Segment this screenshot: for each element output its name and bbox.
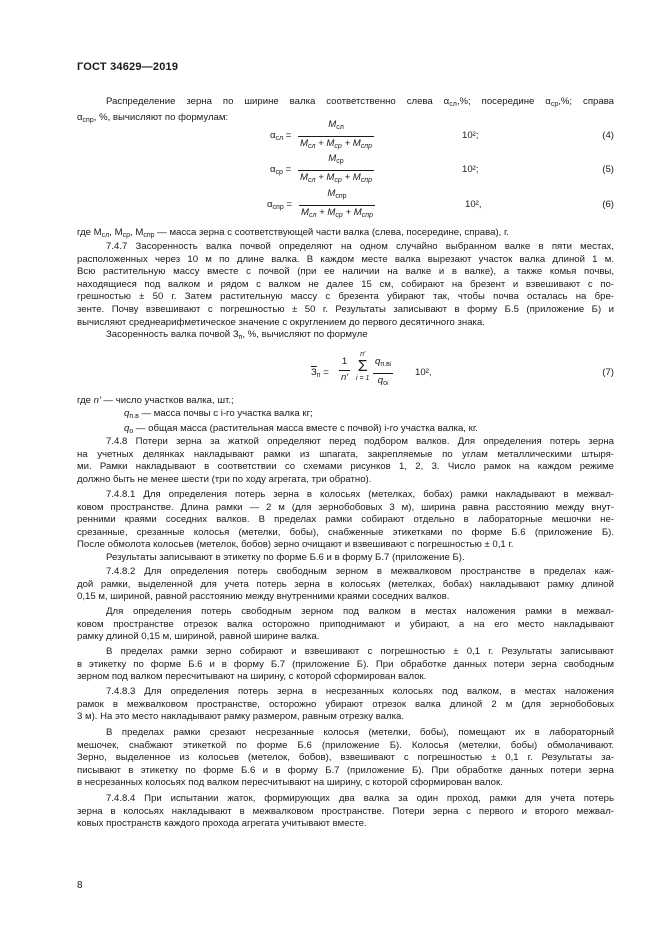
f5-num-m: M <box>328 153 337 164</box>
where2-text-2: — масса почвы с i-го участка валка кг; <box>138 407 313 419</box>
f5-den-sub-3: спр <box>360 176 372 184</box>
p748-line-4: должно быть не менее шести (три по ходу агрегата, три обратно). <box>77 473 372 485</box>
where-formula-7 <box>77 395 614 439</box>
p7482b-line-3: рамку длиной 0,15 м, шириной, равной ширине валка. <box>77 631 320 643</box>
f6-den-sub-1: сл <box>309 211 317 219</box>
f7-q-num-sym: q <box>375 356 381 367</box>
paragraph-7-4-8-4 <box>77 793 614 831</box>
f5-den-sub-1: сл <box>308 176 316 184</box>
document-header: ГОСТ 34629—2019 <box>77 61 179 73</box>
f7-sum-top: n′ <box>360 351 366 358</box>
p7483-line-3: 3 м). На это место накладывают рамку размером, равным отрезку валка. <box>77 711 404 723</box>
where2-text-3: — общая масса (растительная масса вместе с почвой) i-го участка валка, кг. <box>133 423 478 435</box>
p748-line-1: 7.4.8 Потери зерна за жаткой определяют перед подбором валков. Для определения потерь зерна <box>106 436 614 447</box>
formula-5-alpha: α <box>270 164 276 175</box>
where2-text-1: — число участков валка, шт.; <box>100 395 234 406</box>
formula-4-denominator: $M_{сл} + M_{ср} + M_{спр}$ <box>300 137 372 150</box>
paragraph-7-4-8 <box>77 436 614 486</box>
where1-s1: сл <box>101 232 110 239</box>
page-number: 8 <box>77 880 83 891</box>
f7-one-bar <box>339 370 350 371</box>
where2-pre: где <box>77 395 94 406</box>
f7-sum-bottom: i = 1 <box>356 375 370 382</box>
zas-line <box>77 329 614 345</box>
p7483b-line-1: В пределах рамки срезают несрезанные колосья (метелки, бобы), помещают их в лабораторный <box>106 727 614 738</box>
p747-line-6: зенте. Почву взвешивают с погрешностью ± 50 г. Результаты записывают в форму Б.5 (приложение Б) и <box>77 303 614 315</box>
where1-c: , M <box>130 227 144 238</box>
where2-sym-3: q <box>124 423 130 435</box>
f7-lhs-sub: п <box>316 372 321 379</box>
intro-sub-3: спр <box>82 116 94 124</box>
p7481-line-5: После обмолота колосьев (метелок, бобов) зерно очищают и взвешивают с погрешностью ± 0,1 г. <box>77 539 514 551</box>
formula-7-frac-q <box>373 356 393 390</box>
p747-line-3: Всю растительную массу вместе с почвой (при ее наличии на валке и в валке), а также комья почвы, <box>77 266 614 278</box>
p747-line-4: находящиеся под валком и рядом с валком не далее 15 см, собирают на брезент и взвешивают с по- <box>77 278 614 290</box>
p748-line-2: на учетных делянках накладывают рамки из шпагата, закрепляемые по углам металлическими штыря- <box>77 448 614 460</box>
p7482-line-1: 7.4.8.2 Для определения потерь свободным зерном в межвалковом пространстве в пределах каж- <box>106 566 614 577</box>
p7484-line-3: ковых пространств каждого прохода агрегата учитывают вместе. <box>77 818 367 830</box>
zas-sub: п <box>238 334 243 342</box>
formula-5 <box>77 153 614 187</box>
f7-eq: = <box>323 367 329 378</box>
formula-4-fraction <box>298 119 374 153</box>
where2-sym-2: q <box>124 407 130 419</box>
formula-7 <box>77 351 614 395</box>
formula-4-lhs: $\alpha_{сл}$ = <box>270 130 292 142</box>
f7-q-den-sub: о <box>383 379 388 387</box>
intro-line-1 <box>77 96 614 112</box>
formula-5-tail: 10²; <box>462 164 479 175</box>
formula-4-bar <box>298 136 374 137</box>
f5-den-sub-2: ср <box>334 176 342 184</box>
p7482c-line-3: зерном под валком пересчитывают на ширину, с которой сформирован валок. <box>77 671 427 683</box>
paragraph-7-4-8-2 <box>77 566 614 604</box>
f5-num-sub: ср <box>336 158 344 165</box>
intro-sub-2: ср <box>550 101 559 108</box>
formula-6-fraction <box>299 188 375 222</box>
formula-5-bar <box>298 170 374 171</box>
formula-7-number: (7) <box>602 367 614 378</box>
intro-text-d: , %, вычисляют по формулам: <box>93 111 229 123</box>
formula-4-lhs-sub: сл <box>275 135 284 142</box>
f7-q-num-sub: п.в <box>380 361 390 368</box>
formula-5-number: (5) <box>602 164 614 175</box>
formula-5-lhs: $\alpha_{ср}$ = <box>270 164 292 176</box>
p7483b-line-3: Зерно, выделенное из колосьев (метелок, бобов), взвешивают с погрешностью ± 0,1 г. Результаты за- <box>77 752 614 764</box>
where2-line-2 <box>77 408 614 424</box>
zas-b: , %, вычисляют по формуле <box>242 329 368 341</box>
p7481-line-4: срезанные, срезанные колосья (метелки, бобы), снабженные этикетками по форме Б.6 (приложение Б). <box>77 526 614 538</box>
formula-4-numerator <box>298 119 374 135</box>
p7482c-line-2: в этикетку по форме Б.6 и в форму Б.7 (приложение Б). При обработке данных потери зерна свободным <box>77 658 614 670</box>
intro-text-a: Распределение зерна по ширине валка соответственно слева α <box>106 96 450 107</box>
p7483b-line-5: в несрезанных колосьях под валком пересчитывают на ширину, с которой сформирован валок. <box>77 777 503 789</box>
f7-q-bar <box>373 373 393 374</box>
p7481-line-1: 7.4.8.1 Для определения потерь зерна в колосьях (метелках, бобах) рамки накладывают в межвал- <box>106 489 614 500</box>
zas-a: Засоренность валка почвой З <box>106 329 239 341</box>
where1-s2: ср <box>122 232 130 239</box>
f6-num-m: M <box>327 188 336 199</box>
formula-5-fraction <box>298 153 374 187</box>
f4-den-sub-2: ср <box>334 142 342 150</box>
formula-6 <box>77 188 614 222</box>
paragraph-7-4-8-3-b <box>77 727 614 790</box>
formula-6-lhs-sub: спр <box>272 204 284 211</box>
paragraph-7-4-8-1 <box>77 489 614 565</box>
formula-4-number: (4) <box>602 130 614 141</box>
formula-6-lhs: $\alpha_{спр}$ = <box>267 199 293 211</box>
p747-line-1: 7.4.7 Засоренность валка почвой определяют на одном случайно выбранном валке в пяти местах, <box>106 241 614 252</box>
p7484-line-2: зерна в колосьях накладывают в межвалковом пространстве. Потери зерна с первого и второго межвал- <box>77 805 614 817</box>
formula-6-tail: 10², <box>465 199 482 210</box>
formula-7-frac-one <box>339 356 350 384</box>
formula-4-alpha: α <box>270 130 276 141</box>
p7482b-line-2: ковом пространстве отрезок валка осторожно приподнимают и убирают, а на его место накладывают <box>77 618 614 630</box>
f4-num-m: M <box>328 119 337 130</box>
p747-line-7: вычисляют среднеарифметическое значение с округлением до первого десятичного знака. <box>77 316 485 328</box>
f4-num-sub: сл <box>336 124 344 131</box>
f7-sum-symbol: Σ <box>357 358 368 375</box>
p7482-line-2: дой рамки, выделенной для учета потерь зерна в колосьях (метелках, бобах) накладывают рамку длиной <box>77 578 614 590</box>
f6-den-sub-3: спр <box>361 211 373 219</box>
where1-d: — масса зерна с соответствующей части валка (слева, посередине, справа), г. <box>154 227 509 238</box>
f7-nprime: n′ <box>341 371 349 383</box>
f4-den-sub-3: спр <box>360 142 372 150</box>
formula-6-denominator: $M_{сл} + M_{ср} + M_{спр}$ <box>301 206 373 219</box>
paragraph-7-4-8-3 <box>77 686 614 724</box>
p7482b-line-1: Для определения потерь свободным зерном под валком в местах наложения рамки в межвал- <box>106 606 614 617</box>
formula-7-tail: 10², <box>415 367 432 378</box>
p7482-line-3: 0,15 м, шириной, равной расстоянию между внутренними краями соседних валков. <box>77 591 450 603</box>
f6-den-sub-2: ср <box>335 211 343 219</box>
formula-6-bar <box>299 205 375 206</box>
formula-7-sum <box>356 351 369 383</box>
where2-sym-1: n′ <box>93 395 101 406</box>
formula-7-lhs <box>311 367 329 383</box>
p747-line-5: грешностью ± 50 г. Затем растительную массу с брезента убирают так, чтобы почва осталась на бре- <box>77 291 614 303</box>
where2-sub-2: п.в <box>129 412 139 420</box>
p747-line-2: расположенных через 10 м по длине валка. В каждом месте валка вырезают участок валка длиной 1 м. <box>77 253 614 265</box>
p7481-line-2: ковом пространстве. Длина рамки — 2 м (для зернобобовых 3 м), ширина равна расстоянию между внут- <box>77 501 614 513</box>
f7-one: 1 <box>341 356 348 367</box>
f7-q-den-sym: q <box>377 374 384 386</box>
formula-6-number: (6) <box>602 199 614 210</box>
f7-q-num: $q_{п.вi}$ <box>375 356 392 368</box>
where1-b: , M <box>109 227 123 238</box>
intro-text-b: ,%; посередине α <box>456 96 551 107</box>
formula-5-numerator <box>298 153 374 169</box>
formula-5-denominator: $M_{сл} + M_{ср} + M_{спр}$ <box>300 171 372 184</box>
f4-den-sub-1: сл <box>308 142 316 150</box>
formula-6-numerator <box>299 188 375 204</box>
f7-q-den: $q_{оi}$ <box>377 374 389 387</box>
p7484-line-1: 7.4.8.4 При испытании жаток, формирующих два валка за один проход, рамки для учета потерь <box>106 793 614 804</box>
formula-4-tail: 10²; <box>462 130 479 141</box>
intro-text-c: ,%; справа <box>558 96 615 107</box>
paragraph-7-4-8-2-c <box>77 646 614 684</box>
p7483-line-1: 7.4.8.3 Для определения потерь зерна в несрезанных колосьях под валком, в местах наложения <box>106 686 614 697</box>
p7482c-line-1: В пределах рамки зерно собирают и взвешивают с погрешностью ± 0,1 г. Результаты записывают <box>106 646 614 657</box>
intro-sub-1: сл <box>449 101 457 108</box>
where1-s3: спр <box>143 232 155 239</box>
where2-sub-3: о <box>129 428 134 436</box>
paragraph-7-4-8-2-b <box>77 606 614 644</box>
formula-6-alpha: α <box>267 199 273 210</box>
paragraph-7-4-7 <box>77 241 614 345</box>
f6-num-sub: спр <box>335 193 347 200</box>
intro-alpha: α <box>77 111 83 123</box>
p7481-line-3: ренними краями соседних валков. В пределах рамки собирают отдельно в лабораторные мешочки не- <box>77 514 614 526</box>
where2-line-1 <box>77 395 614 408</box>
p7483b-line-2: мешочек, снабжают этикеткой по форме Б.6 (приложение Б). Колосья (метелки, бобы) обмолачивают. <box>77 739 614 751</box>
p7483-line-2: рамок в межвалковом пространстве, осторожно убирают отрезок валка длиной 2 м (для зернобобовых <box>77 698 614 710</box>
where1-a: где M <box>77 227 102 238</box>
p748-line-3: ми. Рамки накладывают в соответствии со схемами рисунков 1, 2, 3. Число рамок на каждом режиме <box>77 461 614 473</box>
formula-5-lhs-sub: ср <box>275 169 283 176</box>
p7483b-line-4: писывают в этикетку по форме Б.6 и в форму Б.7 (приложение Б). При обработке данных потери зерна <box>77 764 614 776</box>
f7-lhs-z: З <box>311 367 317 378</box>
results-line: Результаты записывают в этикетку по форме Б.6 и в форму Б.7 (приложение Б). <box>106 551 465 563</box>
